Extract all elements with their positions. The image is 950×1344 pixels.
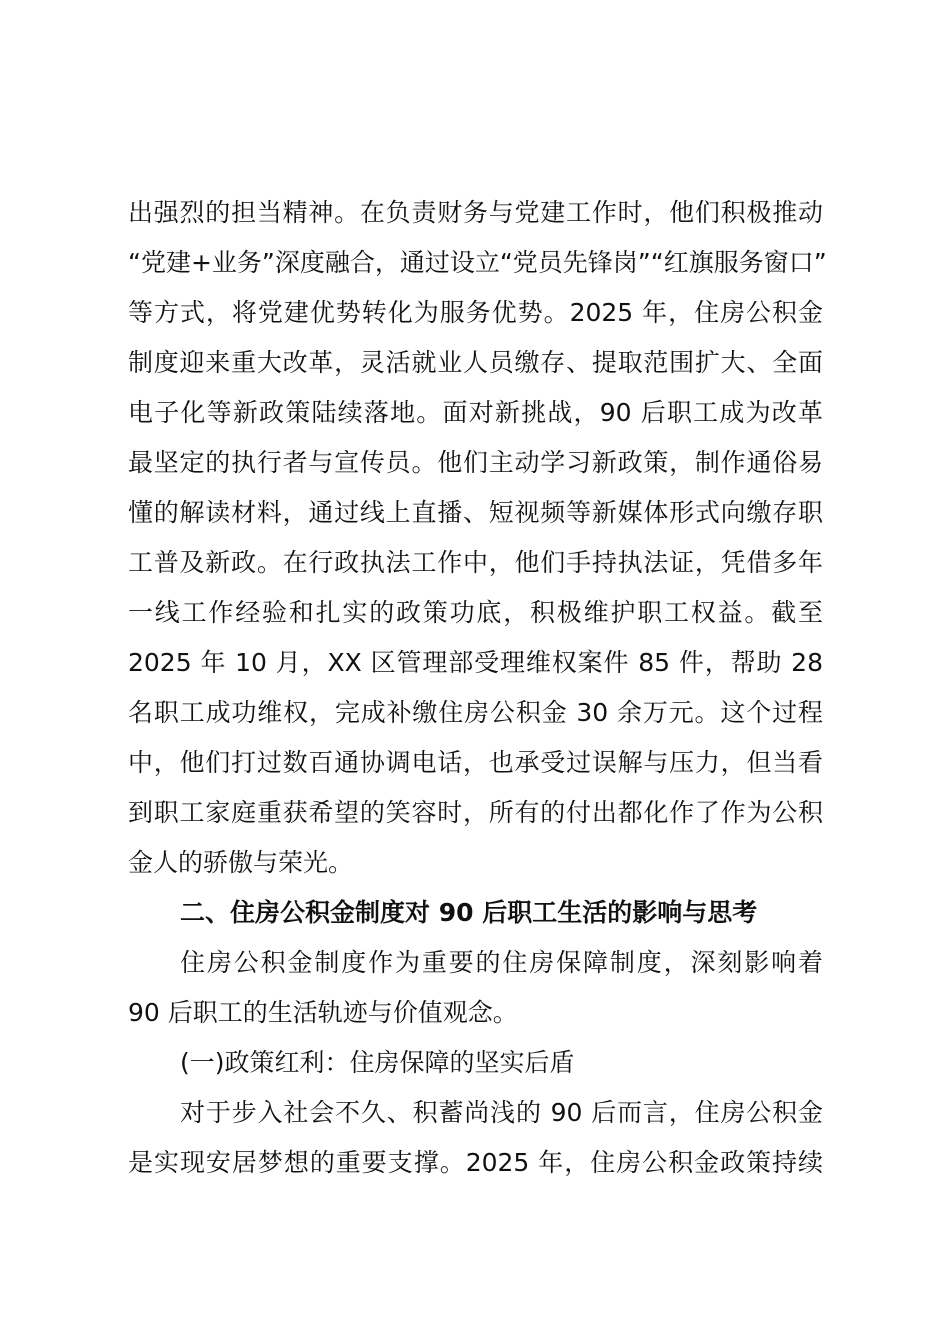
body-line: 出强烈的担当精神。在负责财务与党建工作时，他们积极推动 [128, 198, 823, 227]
body-line: 到职工家庭重获希望的笑容时，所有的付出都化作了作为公积 [128, 798, 823, 827]
body-line: 工普及新政。在行政执法工作中，他们手持执法证，凭借多年 [128, 548, 823, 577]
body-line: 金人的骄傲与荣光。 [128, 848, 354, 877]
body-line: 懂的解读材料，通过线上直播、短视频等新媒体形式向缴存职 [128, 498, 823, 527]
body-line: 电子化等新政策陆续落地。面对新挑战，90 后职工成为改革 [128, 398, 823, 427]
body-line: 2025 年 10 月，XX 区管理部受理维权案件 85 件，帮助 28 [128, 648, 823, 677]
body-line: 一线工作经验和扎实的政策功底，积极维护职工权益。截至 [128, 598, 823, 627]
intro-line: 90 后职工的生活轨迹与价值观念。 [128, 998, 518, 1027]
body-line: 中，他们打过数百通协调电话，也承受过误解与压力，但当看 [128, 748, 823, 777]
body-line: 等方式，将党建优势转化为服务优势。2025 年，住房公积金 [128, 298, 823, 327]
document-page [128, 188, 827, 1188]
section-heading: 二、住房公积金制度对 90 后职工生活的影响与思考 [180, 898, 758, 927]
body-line: “党建+业务”深度融合，通过设立“党员先锋岗”“红旗服务窗口” [128, 248, 827, 277]
paragraph-line: 是实现安居梦想的重要支撑。2025 年，住房公积金政策持续 [128, 1148, 823, 1177]
subheading: (一)政策红利：住房保障的坚实后盾 [180, 1048, 575, 1077]
intro-line: 住房公积金制度作为重要的住房保障制度，深刻影响着 [180, 948, 823, 977]
body-line: 制度迎来重大改革，灵活就业人员缴存、提取范围扩大、全面 [128, 348, 823, 377]
body-line: 名职工成功维权，完成补缴住房公积金 30 余万元。这个过程 [128, 698, 823, 727]
paragraph-line: 对于步入社会不久、积蓄尚浅的 90 后而言，住房公积金 [180, 1098, 823, 1127]
body-line: 最坚定的执行者与宣传员。他们主动学习新政策，制作通俗易 [128, 448, 823, 477]
